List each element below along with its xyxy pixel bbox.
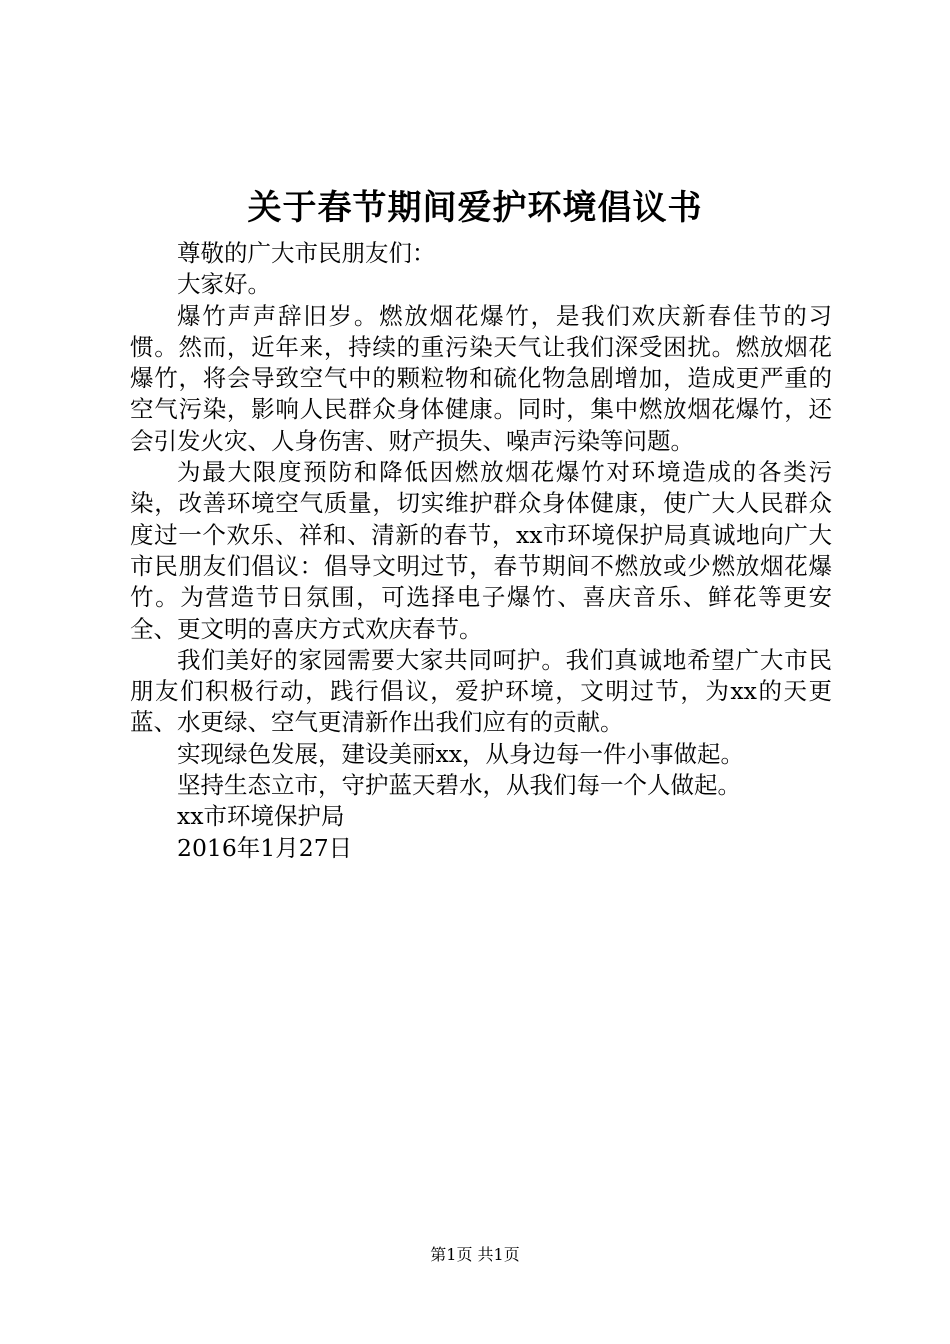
greeting: 大家好。 [177,270,271,299]
document-body [130,238,832,864]
slogan-2: 坚持生态立市，守护蓝天碧水，从我们每一个人做起。 [177,771,741,800]
paragraph-appeal: 我们美好的家园需要大家共同呵护。我们真诚地希望广大市民朋友们积极行动，践行倡议，爱护环境，文明过节，为xx的天更蓝、水更绿、空气更清新作出我们应有的贡献。 [130,645,832,737]
document-title: 关于春节期间爱护环境倡议书 [247,188,703,228]
signature-date: 2016年1月27日 [177,833,353,862]
slogan-1: 实现绿色发展，建设美丽xx，从身边每一件小事做起。 [177,739,745,768]
salutation: 尊敬的广大市民朋友们： [177,239,436,267]
signature-organization: xx市环境保护局 [177,802,345,831]
paragraph-proposal: 为最大限度预防和降低因燃放烟花爆竹对环境造成的各类污染，改善环境空气质量，切实维护群众身体健康，使广大人民群众度过一个欢乐、祥和、清新的春节，xx市环境保护局真诚地向广大市民朋友们倡议：倡导文明过节，春节期间不燃放或少燃放烟花爆竹。为营造节日氛围，可选择电子爆竹、喜庆音乐、鲜花等更安全、更文明的喜庆方式欢庆春节。 [130,458,832,643]
page-number-footer: 第1页 共1页 [430,1245,520,1264]
paragraph-intro: 爆竹声声辞旧岁。燃放烟花爆竹，是我们欢庆新春佳节的习惯。然而，近年来，持续的重污染天气让我们深受困扰。燃放烟花爆竹，将会导致空气中的颗粒物和硫化物急剧增加，造成更严重的空气污染，影响人民群众身体健康。同时，集中燃放烟花爆竹，还会引发火灾、人身伤害、财产损失、噪声污染等问题。 [130,301,832,455]
